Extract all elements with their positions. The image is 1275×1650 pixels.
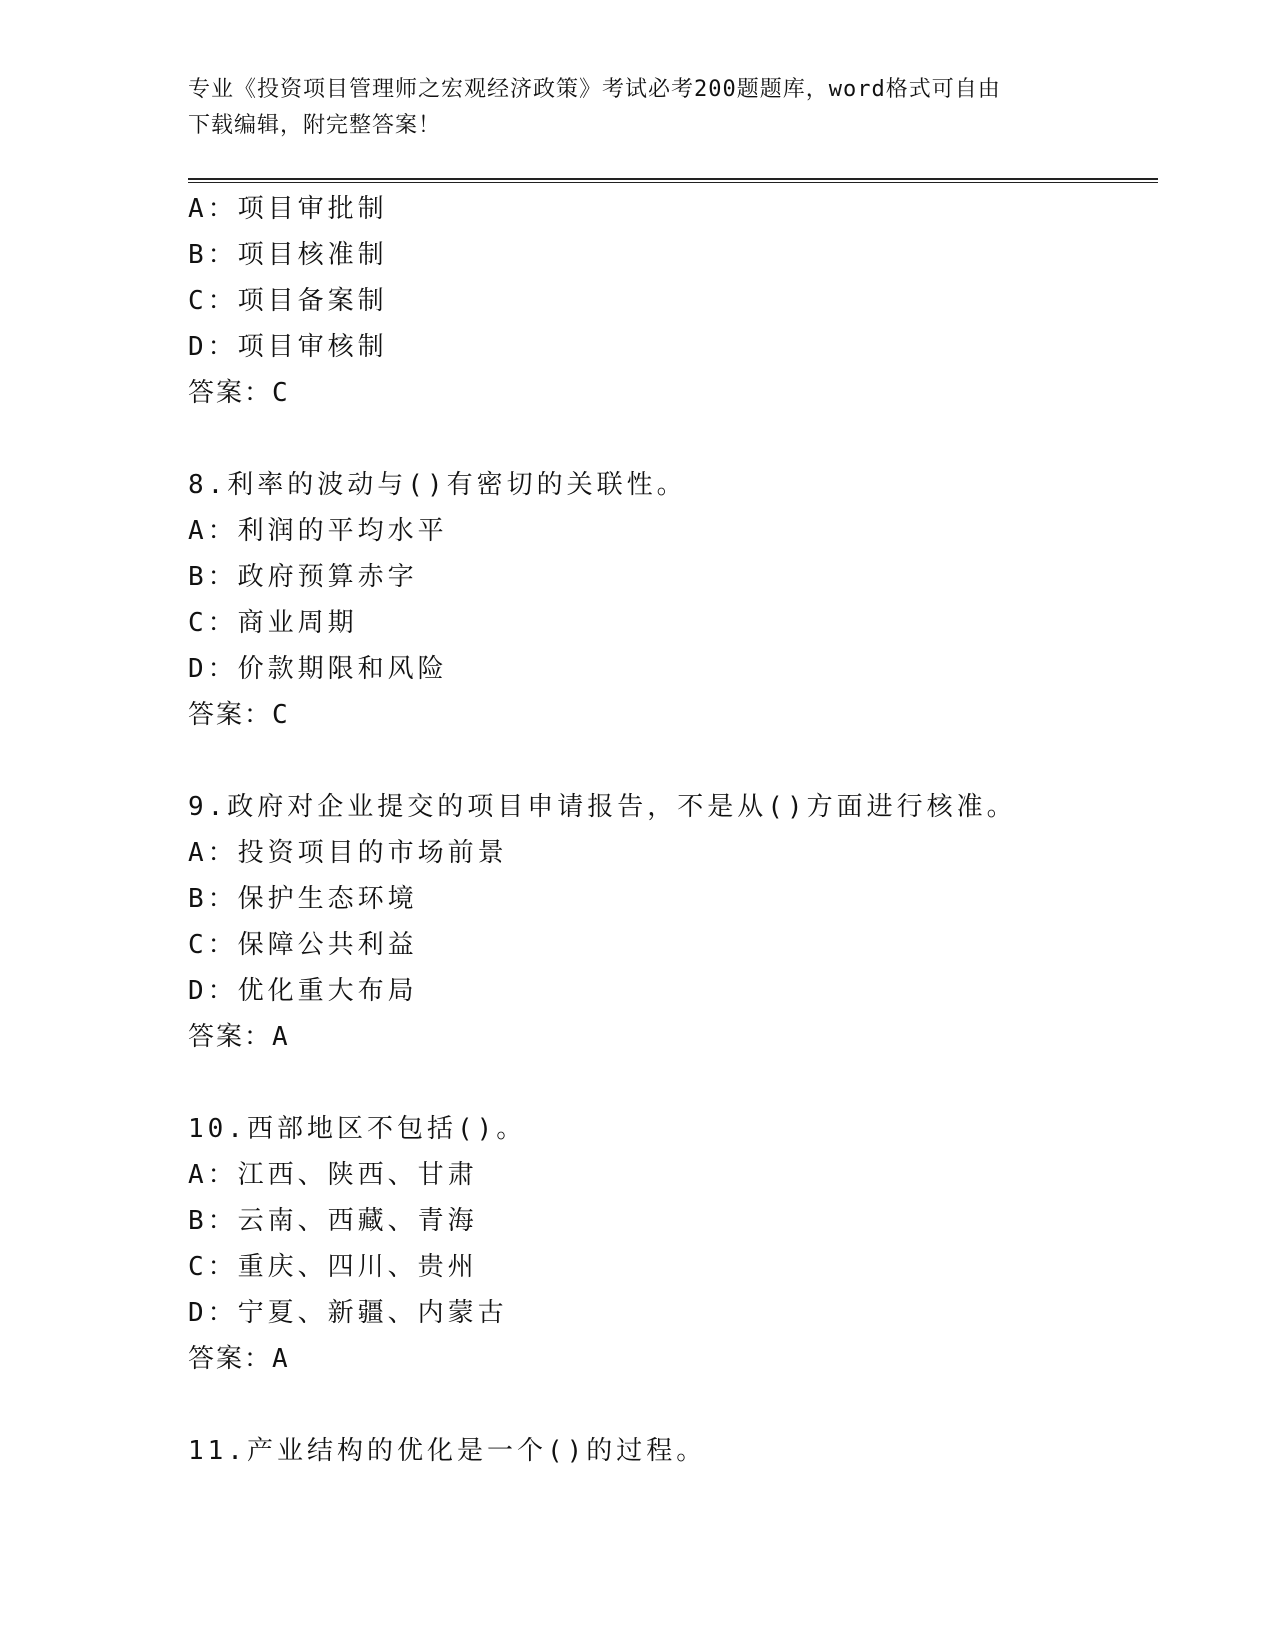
q10-answer: 答案：A <box>188 1344 290 1374</box>
q9-option-a: A：投资项目的市场前景 <box>188 838 508 868</box>
q8-option-b: B：政府预算赤字 <box>188 562 418 592</box>
q8-question: 8.利率的波动与()有密切的关联性。 <box>188 470 687 500</box>
q9-question: 9.政府对企业提交的项目申请报告，不是从()方面进行核准。 <box>188 792 1017 822</box>
q9-answer: 答案：A <box>188 1022 290 1052</box>
header-line-2: 下载编辑，附完整答案！ <box>188 113 442 138</box>
document-header <box>188 72 1068 144</box>
q11-question: 11.产业结构的优化是一个()的过程。 <box>188 1436 707 1466</box>
question-7-block <box>188 186 1148 416</box>
q9-option-d: D：优化重大布局 <box>188 976 418 1006</box>
question-10-block <box>188 1106 1148 1382</box>
q7-option-d: D：项目审核制 <box>188 332 388 362</box>
q10-option-c: C：重庆、四川、贵州 <box>188 1252 478 1282</box>
header-line-1: 专业《投资项目管理师之宏观经济政策》考试必考200题题库，word格式可自由 <box>188 77 1001 102</box>
q8-option-c: C：商业周期 <box>188 608 358 638</box>
question-list <box>188 186 1148 1474</box>
question-9-block <box>188 784 1148 1060</box>
q8-answer: 答案：C <box>188 700 290 730</box>
q10-option-b: B：云南、西藏、青海 <box>188 1206 478 1236</box>
q9-option-c: C：保障公共利益 <box>188 930 418 960</box>
q10-option-d: D：宁夏、新疆、内蒙古 <box>188 1298 508 1328</box>
q7-option-b: B：项目核准制 <box>188 240 388 270</box>
q7-option-c: C：项目备案制 <box>188 286 388 316</box>
q7-option-a: A：项目审批制 <box>188 194 388 224</box>
q10-question: 10.西部地区不包括()。 <box>188 1114 527 1144</box>
q7-answer: 答案：C <box>188 378 290 408</box>
q9-option-b: B：保护生态环境 <box>188 884 418 914</box>
question-11-block <box>188 1428 1148 1474</box>
question-8-block <box>188 462 1148 738</box>
q8-option-d: D：价款期限和风险 <box>188 654 448 684</box>
q8-option-a: A：利润的平均水平 <box>188 516 448 546</box>
header-divider <box>188 178 1158 183</box>
q10-option-a: A：江西、陕西、甘肃 <box>188 1160 478 1190</box>
